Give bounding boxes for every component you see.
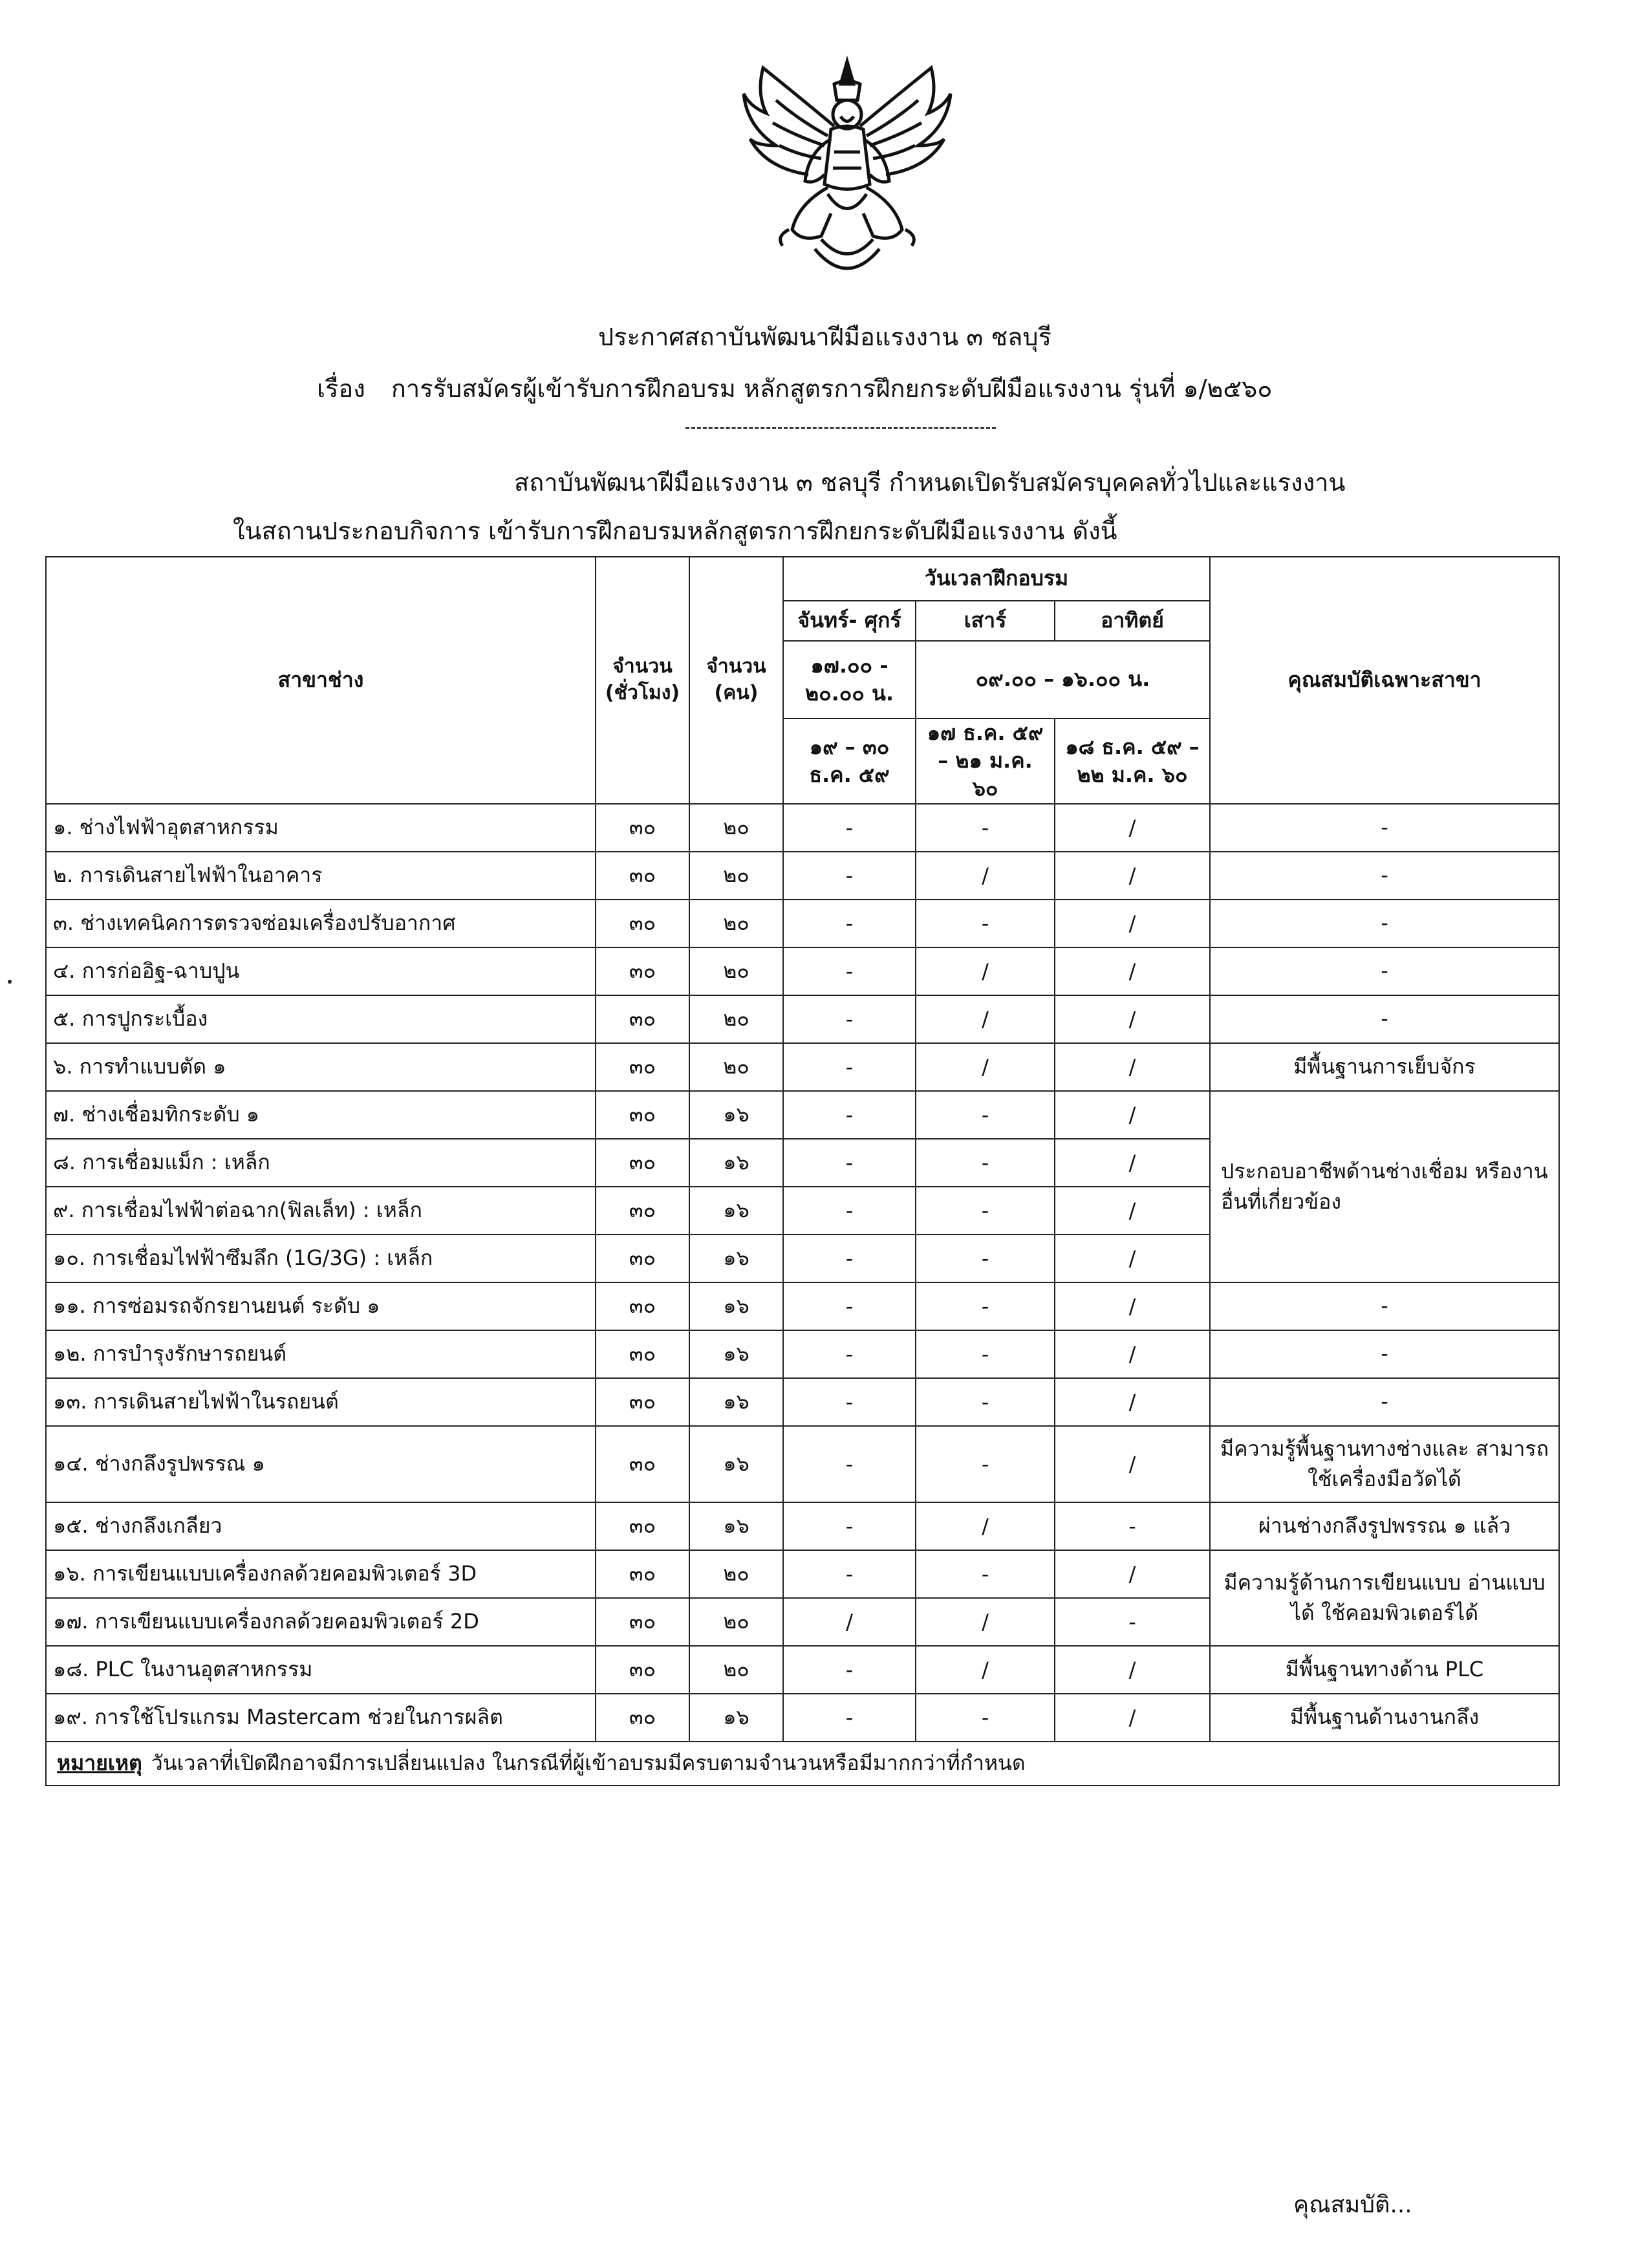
table-row bbox=[46, 852, 1559, 900]
table-row bbox=[46, 804, 1559, 852]
schedule-saturday: / bbox=[916, 995, 1055, 1043]
qualification: - bbox=[1210, 1378, 1559, 1426]
schedule-sunday: / bbox=[1055, 947, 1210, 995]
course-people: ๒๐ bbox=[689, 995, 783, 1043]
note-label: หมายเหตุ bbox=[57, 1751, 142, 1776]
schedule-sunday: / bbox=[1055, 1550, 1210, 1598]
title-divider bbox=[685, 427, 996, 429]
schedule-weekday: - bbox=[783, 947, 916, 995]
schedule-sunday: / bbox=[1055, 1235, 1210, 1282]
course-name: ๙. การเชื่อมไฟฟ้าต่อฉาก(ฟิลเล็ท) : เหล็ก bbox=[46, 1187, 596, 1235]
schedule-weekday: / bbox=[783, 1598, 916, 1646]
course-people: ๑๖ bbox=[689, 1378, 783, 1426]
schedule-weekday: - bbox=[783, 1378, 916, 1426]
qualification: - bbox=[1210, 947, 1559, 995]
course-people: ๒๐ bbox=[689, 804, 783, 852]
qualification: - bbox=[1210, 1330, 1559, 1378]
qualification: - bbox=[1210, 900, 1559, 947]
header-saturday: เสาร์ bbox=[916, 601, 1055, 641]
schedule-weekday: - bbox=[783, 1694, 916, 1742]
course-name: ๑๘. PLC ในงานอุตสาหกรรม bbox=[46, 1646, 596, 1694]
announcement-subject bbox=[317, 369, 1273, 408]
course-hours: ๓๐ bbox=[596, 804, 689, 852]
course-table bbox=[45, 556, 1560, 1786]
schedule-sunday: / bbox=[1055, 852, 1210, 900]
qualification: มีความรู้ด้านการเขียนแบบ อ่านแบบได้ ใช้คอมพิวเตอร์ได้ bbox=[1210, 1550, 1559, 1646]
table-row bbox=[46, 1378, 1559, 1426]
course-hours: ๓๐ bbox=[596, 1426, 689, 1502]
course-name: ๑๕. ช่างกลึงเกลียว bbox=[46, 1502, 596, 1550]
schedule-saturday: - bbox=[916, 804, 1055, 852]
course-people: ๒๐ bbox=[689, 1043, 783, 1091]
course-name: ๔. การก่ออิฐ-ฉาบปูน bbox=[46, 947, 596, 995]
course-name: ๑๔. ช่างกลึงรูปพรรณ ๑ bbox=[46, 1426, 596, 1502]
header-sunday-dates: ๑๘ ธ.ค. ๕๙ – ๒๒ ม.ค. ๖๐ bbox=[1055, 718, 1210, 804]
schedule-saturday: / bbox=[916, 947, 1055, 995]
schedule-weekday: - bbox=[783, 1426, 916, 1502]
course-hours: ๓๐ bbox=[596, 1187, 689, 1235]
header-hours: จำนวน (ชั่วโมง) bbox=[596, 557, 689, 804]
schedule-sunday: / bbox=[1055, 1378, 1210, 1426]
qualification: ผ่านช่างกลึงรูปพรรณ ๑ แล้ว bbox=[1210, 1502, 1559, 1550]
schedule-sunday: - bbox=[1055, 1598, 1210, 1646]
subject-text: การรับสมัครผู้เข้ารับการฝึกอบรม หลักสูตรการฝึกยกระดับฝีมือแรงงาน รุ่นที่ ๑/๒๕๖๐ bbox=[391, 374, 1273, 403]
qualification: ประกอบอาชีพด้านช่างเชื่อม หรืองานอื่นที่เกี่ยวข้อง bbox=[1210, 1091, 1559, 1282]
qualification: - bbox=[1210, 995, 1559, 1043]
schedule-sunday: / bbox=[1055, 804, 1210, 852]
schedule-saturday: - bbox=[916, 1550, 1055, 1598]
schedule-saturday: - bbox=[916, 1091, 1055, 1139]
table-note-row bbox=[46, 1742, 1559, 1786]
course-hours: ๓๐ bbox=[596, 947, 689, 995]
course-hours: ๓๐ bbox=[596, 1282, 689, 1330]
header-qualification: คุณสมบัติเฉพาะสาขา bbox=[1210, 557, 1559, 804]
table-row bbox=[46, 1043, 1559, 1091]
schedule-saturday: - bbox=[916, 1694, 1055, 1742]
course-name: ๑๒. การบำรุงรักษารถยนต์ bbox=[46, 1330, 596, 1378]
course-hours: ๓๐ bbox=[596, 1043, 689, 1091]
course-people: ๑๖ bbox=[689, 1235, 783, 1282]
schedule-saturday: / bbox=[916, 1502, 1055, 1550]
schedule-sunday: / bbox=[1055, 1282, 1210, 1330]
course-hours: ๓๐ bbox=[596, 995, 689, 1043]
schedule-saturday: - bbox=[916, 1426, 1055, 1502]
table-row bbox=[46, 1330, 1559, 1378]
qualification: มีพื้นฐานทางด้าน PLC bbox=[1210, 1646, 1559, 1694]
qualification: - bbox=[1210, 804, 1559, 852]
schedule-weekday: - bbox=[783, 804, 916, 852]
schedule-sunday: / bbox=[1055, 1330, 1210, 1378]
schedule-weekday: - bbox=[783, 1646, 916, 1694]
course-people: ๒๐ bbox=[689, 1550, 783, 1598]
schedule-weekday: - bbox=[783, 1330, 916, 1378]
schedule-saturday: / bbox=[916, 852, 1055, 900]
header-sunday: อาทิตย์ bbox=[1055, 601, 1210, 641]
course-name: ๑. ช่างไฟฟ้าอุตสาหกรรม bbox=[46, 804, 596, 852]
schedule-weekday: - bbox=[783, 1282, 916, 1330]
course-hours: ๓๐ bbox=[596, 1598, 689, 1646]
course-name: ๑๖. การเขียนแบบเครื่องกลด้วยคอมพิวเตอร์ 3D bbox=[46, 1550, 596, 1598]
header-weekday: จันทร์- ศุกร์ bbox=[783, 601, 916, 641]
schedule-saturday: / bbox=[916, 1646, 1055, 1694]
qualification: มีพื้นฐานการเย็บจักร bbox=[1210, 1043, 1559, 1091]
schedule-weekday: - bbox=[783, 995, 916, 1043]
course-people: ๑๖ bbox=[689, 1502, 783, 1550]
schedule-sunday: / bbox=[1055, 1646, 1210, 1694]
course-people: ๒๐ bbox=[689, 1646, 783, 1694]
schedule-weekday: - bbox=[783, 1091, 916, 1139]
course-hours: ๓๐ bbox=[596, 1646, 689, 1694]
qualification: มีพื้นฐานด้านงานกลึง bbox=[1210, 1694, 1559, 1742]
table-row bbox=[46, 1694, 1559, 1742]
schedule-weekday: - bbox=[783, 1235, 916, 1282]
course-hours: ๓๐ bbox=[596, 1139, 689, 1187]
schedule-saturday: - bbox=[916, 1282, 1055, 1330]
table-row bbox=[46, 1646, 1559, 1694]
schedule-weekday: - bbox=[783, 1187, 916, 1235]
table-body bbox=[46, 804, 1559, 1786]
schedule-sunday: / bbox=[1055, 1043, 1210, 1091]
schedule-weekday: - bbox=[783, 852, 916, 900]
course-people: ๑๖ bbox=[689, 1282, 783, 1330]
table-row bbox=[46, 1282, 1559, 1330]
table-row bbox=[46, 1502, 1559, 1550]
schedule-weekday: - bbox=[783, 1502, 916, 1550]
course-hours: ๓๐ bbox=[596, 1378, 689, 1426]
course-hours: ๓๐ bbox=[596, 852, 689, 900]
course-people: ๒๐ bbox=[689, 852, 783, 900]
table-row bbox=[46, 900, 1559, 947]
schedule-saturday: / bbox=[916, 1043, 1055, 1091]
schedule-sunday: - bbox=[1055, 1502, 1210, 1550]
course-people: ๑๖ bbox=[689, 1091, 783, 1139]
note-text: วันเวลาที่เปิดฝึกอาจมีการเปลี่ยนแปลง ในกรณีที่ผู้เข้าอบรมมีครบตามจำนวนหรือมีมากกว่าที่กำหนด bbox=[151, 1751, 1026, 1776]
schedule-sunday: / bbox=[1055, 1091, 1210, 1139]
course-people: ๒๐ bbox=[689, 947, 783, 995]
course-name: ๑๐. การเชื่อมไฟฟ้าซึมลึก (1G/3G) : เหล็ก bbox=[46, 1235, 596, 1282]
intro-line-1: สถาบันพัฒนาฝีมือแรงงาน ๓ ชลบุรี กำหนดเปิดรับสมัครบุคคลทั่วไปและแรงงาน bbox=[514, 468, 1346, 497]
schedule-saturday: - bbox=[916, 900, 1055, 947]
course-name: ๕. การปูกระเบื้อง bbox=[46, 995, 596, 1043]
course-hours: ๓๐ bbox=[596, 1502, 689, 1550]
course-name: ๗. ช่างเชื่อมทิกระดับ ๑ bbox=[46, 1091, 596, 1139]
course-hours: ๓๐ bbox=[596, 1550, 689, 1598]
garuda-emblem bbox=[737, 55, 957, 294]
course-people: ๑๖ bbox=[689, 1426, 783, 1502]
course-people: ๑๖ bbox=[689, 1139, 783, 1187]
schedule-weekday: - bbox=[783, 1550, 916, 1598]
header-branch: สาขาช่าง bbox=[46, 557, 596, 804]
course-hours: ๓๐ bbox=[596, 1091, 689, 1139]
course-people: ๑๖ bbox=[689, 1694, 783, 1742]
table-row bbox=[46, 1426, 1559, 1502]
header-schedule: วันเวลาฝึกอบรม bbox=[783, 557, 1210, 601]
course-name: ๑๓. การเดินสายไฟฟ้าในรถยนต์ bbox=[46, 1378, 596, 1426]
table-row bbox=[46, 947, 1559, 995]
course-people: ๑๖ bbox=[689, 1187, 783, 1235]
schedule-sunday: / bbox=[1055, 1139, 1210, 1187]
header-weekday-dates: ๑๙ – ๓๐ ธ.ค. ๕๙ bbox=[783, 718, 916, 804]
schedule-sunday: / bbox=[1055, 1694, 1210, 1742]
course-name: ๑๙. การใช้โปรแกรม Mastercam ช่วยในการผลิต bbox=[46, 1694, 596, 1742]
table-row bbox=[46, 1091, 1559, 1139]
table-note bbox=[46, 1742, 1559, 1786]
continued-marker: คุณสมบัติ... bbox=[1293, 2192, 1412, 2218]
course-people: ๒๐ bbox=[689, 1598, 783, 1646]
qualification: มีความรู้พื้นฐานทางช่างและ สามารถใช้เครื่องมือวัดได้ bbox=[1210, 1426, 1559, 1502]
course-hours: ๓๐ bbox=[596, 1235, 689, 1282]
schedule-saturday: - bbox=[916, 1235, 1055, 1282]
qualification: - bbox=[1210, 852, 1559, 900]
course-hours: ๓๐ bbox=[596, 1694, 689, 1742]
schedule-saturday: - bbox=[916, 1139, 1055, 1187]
schedule-sunday: / bbox=[1055, 995, 1210, 1043]
schedule-sunday: / bbox=[1055, 1426, 1210, 1502]
header-saturday-dates: ๑๗ ธ.ค. ๕๙ – ๒๑ ม.ค. ๖๐ bbox=[916, 718, 1055, 804]
course-name: ๖. การทำแบบตัด ๑ bbox=[46, 1043, 596, 1091]
schedule-saturday: / bbox=[916, 1598, 1055, 1646]
header-weekday-time: ๑๗.๐๐ - ๒๐.๐๐ น. bbox=[783, 641, 916, 718]
course-name: ๘. การเชื่อมแม็ก : เหล็ก bbox=[46, 1139, 596, 1187]
course-name: ๒. การเดินสายไฟฟ้าในอาคาร bbox=[46, 852, 596, 900]
course-people: ๒๐ bbox=[689, 900, 783, 947]
header-people: จำนวน (คน) bbox=[689, 557, 783, 804]
course-people: ๑๖ bbox=[689, 1330, 783, 1378]
subject-label: เรื่อง bbox=[317, 374, 365, 403]
course-hours: ๓๐ bbox=[596, 1330, 689, 1378]
schedule-weekday: - bbox=[783, 1139, 916, 1187]
schedule-weekday: - bbox=[783, 1043, 916, 1091]
schedule-saturday: - bbox=[916, 1187, 1055, 1235]
course-name: ๑๑. การซ่อมรถจักรยานยนต์ ระดับ ๑ bbox=[46, 1282, 596, 1330]
scan-speck bbox=[8, 980, 12, 984]
schedule-saturday: - bbox=[916, 1330, 1055, 1378]
header-weekend-time: ๐๙.๐๐ – ๑๖.๐๐ น. bbox=[916, 641, 1210, 718]
schedule-sunday: / bbox=[1055, 1187, 1210, 1235]
schedule-weekday: - bbox=[783, 900, 916, 947]
course-hours: ๓๐ bbox=[596, 900, 689, 947]
table-header bbox=[46, 557, 1559, 804]
course-name: ๓. ช่างเทคนิคการตรวจซ่อมเครื่องปรับอากาศ bbox=[46, 900, 596, 947]
announcement-title: ประกาศสถาบันพัฒนาฝีมือแรงงาน ๓ ชลบุรี bbox=[598, 323, 1051, 351]
course-name: ๑๗. การเขียนแบบเครื่องกลด้วยคอมพิวเตอร์ 2D bbox=[46, 1598, 596, 1646]
qualification: - bbox=[1210, 1282, 1559, 1330]
table-row bbox=[46, 995, 1559, 1043]
intro-line-2: ในสถานประกอบกิจการ เข้ารับการฝึกอบรมหลักสูตรการฝึกยกระดับฝีมือแรงงาน ดังนี้ bbox=[233, 517, 1117, 545]
schedule-sunday: / bbox=[1055, 900, 1210, 947]
table-row bbox=[46, 1550, 1559, 1598]
schedule-saturday: - bbox=[916, 1378, 1055, 1426]
